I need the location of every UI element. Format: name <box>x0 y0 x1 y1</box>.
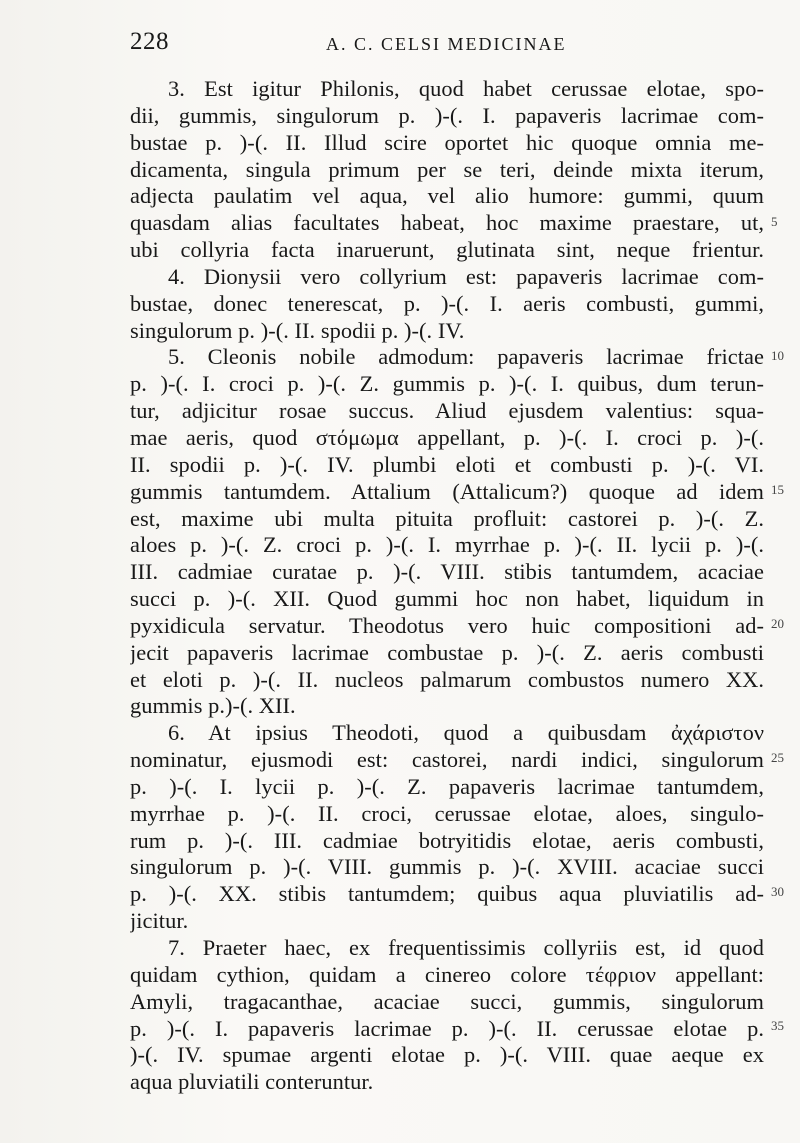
text-line: adjecta paulatim vel aqua, vel alio humore: gummi, quum <box>130 183 764 209</box>
text-line: succi p. )-(. XII. Quod gummi hoc non habet, liquidum in <box>130 586 764 612</box>
text-line: dii, gummis, singulorum p. )-(. I. papaveris lacrimae com- <box>130 102 764 128</box>
text-line: tur, adjicitur rosae succus. Aliud ejusdem valentius: squa- <box>130 398 764 424</box>
text-line: III. cadmiae curatae p. )-(. VIII. stibis tantumdem, acaciae <box>130 559 764 585</box>
text-line: pyxidicula servatur. Theodotus vero huic compositioni ad- <box>130 612 764 638</box>
page-header <box>130 28 770 62</box>
text-line: 7. Praeter haec, ex frequentissimis collyriis est, id quod <box>168 935 764 960</box>
text-line: p. )-(. XX. stibis tantumdem; quibus aqua pluviatilis ad- <box>130 881 764 907</box>
text-line: 4. Dionysii vero collyrium est: papaveris lacrimae com- <box>168 263 764 289</box>
margin-line-number: 20 <box>771 616 784 631</box>
text-line: rum p. )-(. III. cadmiae botryitidis elotae, aeris combusti, <box>130 827 764 853</box>
text-line: jicitur. <box>130 908 189 934</box>
text-line: bustae p. )-(. II. Illud scire oportet hic quoque omnia me- <box>130 129 764 155</box>
text-line: Amyli, tragacanthae, acaciae succi, gummis, singulorum <box>130 988 764 1014</box>
text-line: mae aeris, quod στόμωμα appellant, p. )-(. I. croci p. )-(. <box>130 424 764 450</box>
text-line: 6. At ipsius Theodoti, quod a quibusdam ἀχάριστον <box>168 720 764 746</box>
text-line: quasdam alias facultates habeat, hoc maxime praestare, ut, <box>130 210 764 236</box>
text-line: )-(. IV. spumae argenti elotae p. )-(. VIII. quae aeque ex <box>130 1042 764 1068</box>
text-line: est, maxime ubi multa pituita profluit: castorei p. )-(. Z. <box>130 505 764 531</box>
text-line: 3. Est igitur Philonis, quod habet cerussae elotae, spo- <box>168 76 764 101</box>
text-line: quidam cythion, quidam a cinereo colore τέφριον appellant: <box>130 961 764 987</box>
page-number: 228 <box>130 28 169 55</box>
body-text <box>130 76 764 1096</box>
margin-line-number: 5 <box>771 214 778 229</box>
text-line: bustae, donec tenerescat, p. )-(. I. aeris combusti, gummi, <box>130 290 764 316</box>
text-line: gummis tantumdem. Attalium (Attalicum?) quoque ad idem <box>130 478 764 504</box>
margin-line-number: 25 <box>771 750 784 765</box>
text-line: singulorum p. )-(. VIII. gummis p. )-(. XVIII. acaciae succi <box>130 854 764 880</box>
running-title: A. C. CELSI MEDICINAE <box>326 34 567 54</box>
text-line: dicamenta, singula primum per se teri, deinde mixta iterum, <box>130 156 764 182</box>
text-line: et eloti p. )-(. II. nucleos palmarum combustos numero XX. <box>130 666 764 692</box>
text-line: aqua pluviatili conteruntur. <box>130 1069 374 1095</box>
text-line: ubi collyria facta inaruerunt, glutinata sint, neque frientur. <box>130 237 764 263</box>
text-line: jecit papaveris lacrimae combustae p. )-(. Z. aeris combusti <box>130 639 764 665</box>
margin-line-number: 35 <box>771 1018 784 1033</box>
margin-line-number: 30 <box>771 884 784 899</box>
text-line: II. spodii p. )-(. IV. plumbi eloti et combusti p. )-(. VI. <box>130 451 764 477</box>
text-line: nominatur, ejusmodi est: castorei, nardi indici, singulorum <box>130 747 764 773</box>
text-line: p. )-(. I. lycii p. )-(. Z. papaveris lacrimae tantumdem, <box>130 773 764 799</box>
text-line: 5. Cleonis nobile admodum: papaveris lacrimae frictae <box>168 344 764 370</box>
text-line: gummis p.)-(. XII. <box>130 693 296 719</box>
text-line: p. )-(. I. croci p. )-(. Z. gummis p. )-(. I. quibus, dum terun- <box>130 371 764 397</box>
text-line: singulorum p. )-(. II. spodii p. )-(. IV. <box>130 317 465 343</box>
margin-line-number: 15 <box>771 482 784 497</box>
text-line: myrrhae p. )-(. II. croci, cerussae elotae, aloes, singulo- <box>130 800 764 826</box>
text-line: p. )-(. I. papaveris lacrimae p. )-(. II. cerussae elotae p. <box>130 1015 764 1041</box>
text-line: aloes p. )-(. Z. croci p. )-(. I. myrrhae p. )-(. II. lycii p. )-(. <box>130 532 764 558</box>
margin-line-number: 10 <box>771 348 784 363</box>
